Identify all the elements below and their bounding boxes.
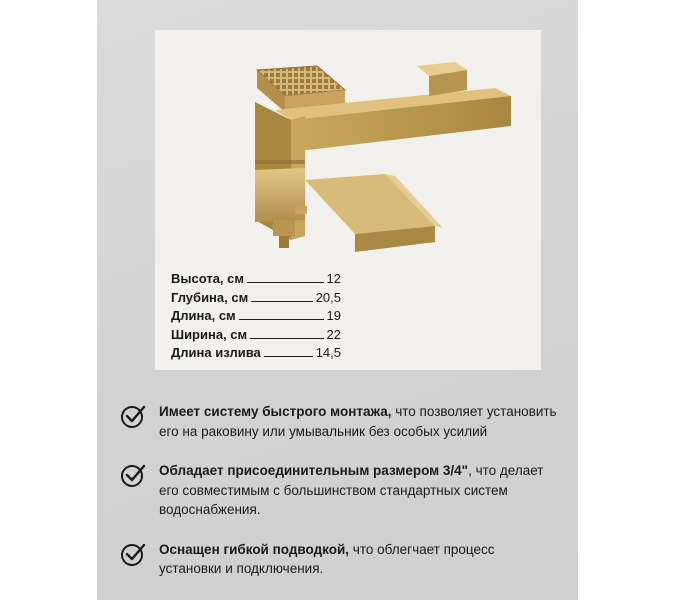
feature-bold: Обладает присоединительным размером 3/4" xyxy=(159,463,469,478)
spec-label: Глубина, см xyxy=(171,289,249,305)
spec-value: 22 xyxy=(326,326,341,342)
check-circle-icon xyxy=(119,461,147,489)
spec-leader-line xyxy=(247,282,324,283)
feature-item xyxy=(119,540,559,579)
feature-body: что позволяет установить его на раковину или умывальник без особых усилий xyxy=(159,404,557,439)
specs-list xyxy=(171,270,341,363)
product-card xyxy=(97,0,578,600)
feature-item xyxy=(119,461,559,520)
feature-body: что облегчает процесс установки и подключения. xyxy=(159,541,495,576)
feature-bold: Оснащен гибкой подводкой, xyxy=(159,541,350,557)
spec-leader-line xyxy=(264,356,313,357)
feature-bold: Имеет систему быстрого монтажа, xyxy=(159,404,392,419)
spec-label: Высота, см xyxy=(171,271,245,286)
spec-label: Ширина, см xyxy=(171,326,248,342)
spec-row-length xyxy=(171,307,341,326)
spec-value: 14,5 xyxy=(315,345,341,360)
spec-leader-line xyxy=(251,301,312,302)
feature-text xyxy=(159,461,559,520)
spec-value: 19 xyxy=(326,308,341,323)
spec-label: Длина, см xyxy=(171,308,236,323)
spec-leader-line xyxy=(239,319,324,320)
features-list xyxy=(119,402,559,599)
feature-text xyxy=(159,402,559,441)
check-circle-icon xyxy=(119,402,147,430)
feature-item xyxy=(119,402,559,441)
spec-leader-line xyxy=(250,338,323,339)
spec-value: 12 xyxy=(326,271,341,286)
spec-row-depth xyxy=(171,289,341,308)
product-photo xyxy=(155,30,541,370)
spec-row-width xyxy=(171,326,341,345)
spec-label: Длина излива xyxy=(171,345,261,360)
spec-row-height xyxy=(171,270,341,289)
spec-value: 20,5 xyxy=(315,289,341,305)
feature-text xyxy=(159,540,559,579)
spec-row-spout-length xyxy=(171,344,341,363)
check-circle-icon xyxy=(119,540,147,568)
feature-body: , что делает его совместимым с большинством стандартных систем водоснабжения. xyxy=(159,463,544,517)
